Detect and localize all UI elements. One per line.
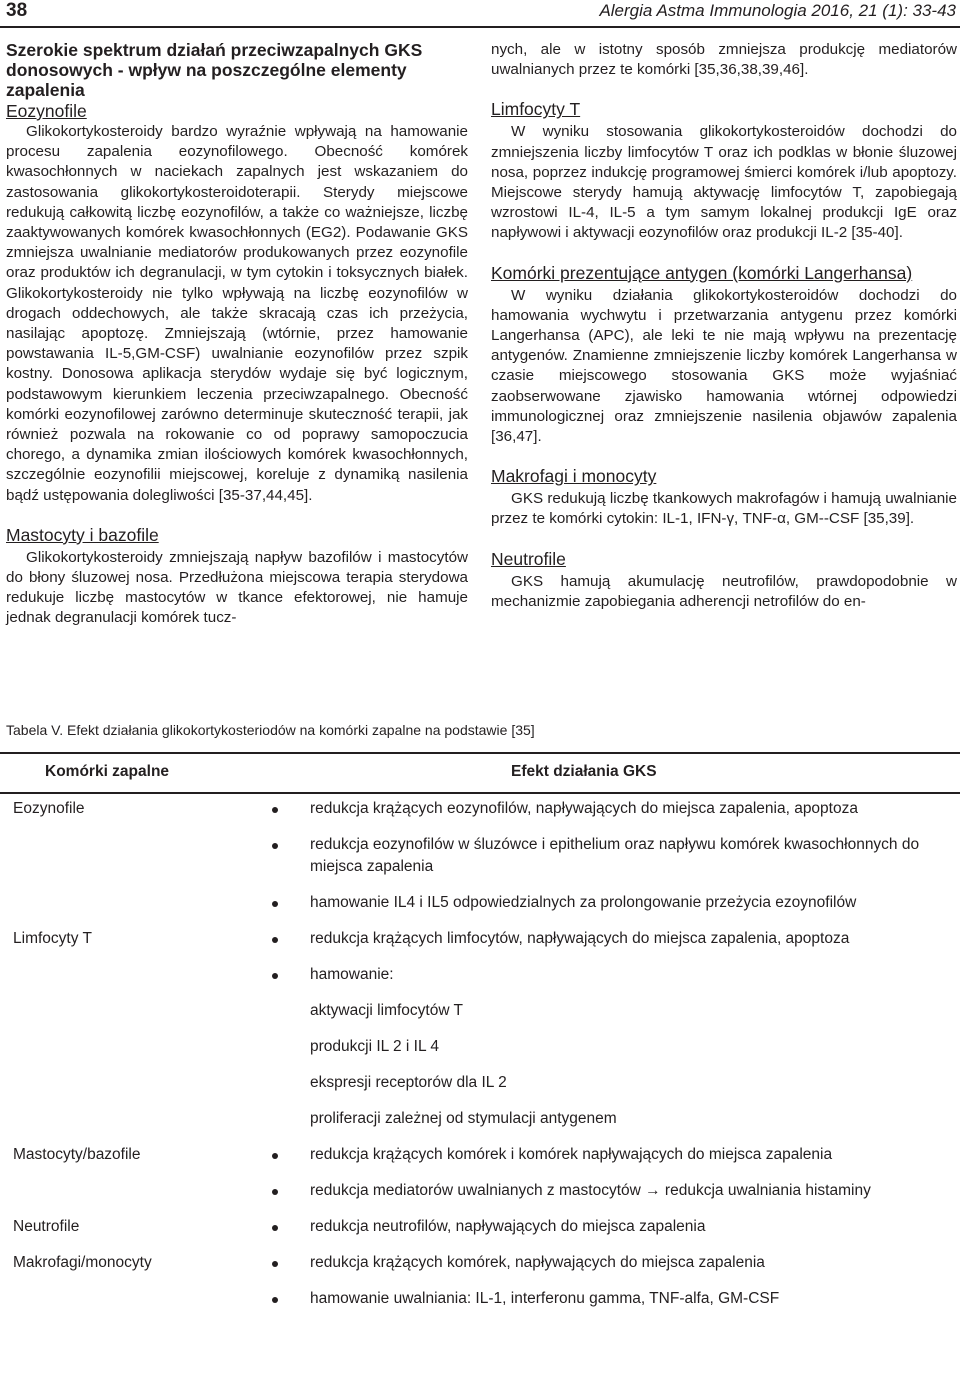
table-effect-item bbox=[0, 1288, 950, 1310]
table-cell-type: Makrofagi/monocyty bbox=[13, 1254, 152, 1271]
table-effect-text: redukcja krążących limfocytów, napływających do miejsca zapalenia, apoptoza bbox=[310, 930, 850, 947]
bullet-icon bbox=[272, 1297, 278, 1303]
heading-neutrofile: Neutrofile bbox=[491, 548, 566, 569]
bullet-icon bbox=[272, 973, 278, 979]
journal-citation: Alergia Astma Immunologia 2016, 21 (1): 33-43 bbox=[599, 1, 956, 20]
table-effect-text: hamowanie uwalniania: IL-1, interferonu gamma, TNF-alfa, GM-CSF bbox=[310, 1290, 780, 1307]
paragraph-limfocyty: W wyniku stosowania glikokortykosteroidów dochodzi do zmniejszenia liczby limfocytów T oraz ich podklas w błonie śluzowej nosa, poprzez indukcję programowej śmierci komórek i/lub apoptozy. Miejscowe sterydy hamują aktywację limfocytów T, zapobiegają wzrostowi IL-4, IL-5 a tym samym lokalnej produkcji IgE oraz napływowi i aktywacji eozynofilów oraz produkcji IL-2 [35-40]. bbox=[491, 123, 957, 242]
heading-eozynofile: Eozynofile bbox=[6, 101, 87, 121]
table-effect-item bbox=[0, 834, 950, 878]
table-effect-subitem: proliferacji zależnej od stymulacji antygenem bbox=[310, 1110, 617, 1127]
table-effect-text: redukcja krążących eozynofilów, napływających do miejsca zapalenia, apoptoza bbox=[310, 800, 858, 817]
heading-makrofagi: Makrofagi i monocyty bbox=[491, 466, 657, 487]
table-row bbox=[0, 1216, 960, 1238]
paragraph-eozynofile: Glikokortykosteroidy bardzo wyraźnie wpływają na hamowanie procesu zapalenia eozynofilowego. Obecność komórek kwasochłonnych w naciekach zapalnych jest wskazaniem do zastosowania glikokortykosteroidoterapii. Sterydy miejscowe redukują całkowitą liczbę eozynofilów, a także co ważniejsze, liczbę zaaktywowanych komórek kwasochłonnych (EG2). Podawanie GKS zmniejsza uwalnianie mediatorów produkowanych przez eozynofile oraz produktów ich degranulacji, w tym cytokin i toksycznych białek. Glikokortykosteroidy nie tylko wpływają na liczbę eozynofilów w drogach oddechowych, ale także skracają czas ich przeżycia, nasilając apoptozę. Zmniejszają (wtórnie, przez hamowanie powstawania IL-5,GM-CSF) uwalnianie eozynofilów przez szpik kostny. Donosowa aplikacja sterydów wydaje się być logicznym, podstawowym kierunkiem leczenia przeciwzapalnego. Obecność komórki eozynofilowej zarówno determinuje skuteczność terapii, jak również pozwala na rokowanie co od poprawy samopoczucia chorego, a dynamika zmian ilościowych komórek kwasochłonnych, szczególnie eozynofilii miejscowej, koreluje z dynamiką nasilenia bądź ustępowania dolegliwości [35-37,44,45]. bbox=[6, 123, 468, 504]
table-effect-text: hamowanie IL4 i IL5 odpowiedzialnych za prolongowanie przeżycia ezoynofilów bbox=[310, 894, 857, 911]
page-number: 38 bbox=[6, 0, 28, 21]
table-effect-text: redukcja mediatorów uwalnianych z mastocytów → redukcja uwalniania histaminy bbox=[310, 1182, 871, 1199]
bullet-icon bbox=[272, 937, 278, 943]
article-section-title: Szerokie spektrum działań przeciwzapalnych GKS donosowych - wpływ na poszczególne elementy zapalenia bbox=[6, 40, 423, 100]
table-cell-type: Neutrofile bbox=[13, 1218, 80, 1235]
table-top-rule bbox=[0, 752, 960, 754]
table-effect-text: redukcja neutrofilów, napływających do miejsca zapalenia bbox=[310, 1218, 706, 1235]
table-effect-item bbox=[0, 1180, 950, 1202]
table-row bbox=[0, 798, 960, 914]
left-column bbox=[6, 40, 468, 629]
right-column bbox=[491, 40, 957, 612]
header-rule bbox=[0, 26, 960, 28]
table-header-effect: Efekt działania GKS bbox=[511, 763, 657, 780]
table-effect-item bbox=[0, 1252, 950, 1274]
table-effect-item bbox=[0, 928, 950, 950]
table-header-rule bbox=[0, 792, 960, 794]
table-header-cells: Komórki zapalne bbox=[45, 763, 170, 780]
bullet-icon bbox=[272, 1225, 278, 1231]
paragraph-neutrofile: GKS hamują akumulację neutrofilów, prawdopodobnie w mechanizmie zapobiegania adherencji netrofilów do en- bbox=[491, 572, 957, 610]
table-effect-text: redukcja krążących komórek i komórek napływających do miejsca zapalenia bbox=[310, 1146, 833, 1163]
table-cell-type: Limfocyty T bbox=[13, 930, 92, 947]
table-effect-subitem: aktywacji limfocytów T bbox=[310, 1002, 464, 1019]
page-header bbox=[0, 0, 960, 24]
table-effect-item bbox=[0, 1144, 950, 1166]
bullet-icon bbox=[272, 1261, 278, 1267]
table-row bbox=[0, 1144, 960, 1202]
paragraph-mastocyty: Glikokortykosteroidy zmniejszają napływ bazofilów i mastocytów do błony śluzowej nosa. Przedłużona miejscowa terapia sterydowa redukuje liczbę mastocytów w tkance efektorowej, nie hamuje jednak degranulacji komórek tucz- bbox=[6, 548, 468, 627]
heading-limfocyty: Limfocyty T bbox=[491, 99, 581, 120]
paragraph-makrofagi: GKS redukują liczbę tkankowych makrofagów i hamują uwalnianie przez te komórki cytokin: IL-1, IFN-γ, TNF-α, GM--CSF [35,39]. bbox=[491, 490, 957, 528]
bullet-icon bbox=[272, 1153, 278, 1159]
table-cell-type: Eozynofile bbox=[13, 800, 85, 817]
table-effect-item bbox=[0, 1216, 950, 1238]
heading-apc: Komórki prezentujące antygen (komórki Langerhansa) bbox=[491, 262, 913, 283]
table-row bbox=[0, 1252, 960, 1310]
paragraph-apc: W wyniku działania glikokortykosteroidów dochodzi do hamowania wychwytu i przetwarzania antygenu przez komórki Langerhansa (APC), ale leki te nie mają wpływu na prezentację antygenów. Znamienne zmniejszenie liczby komórek Langerhansa w czasie miejscowego stosowania GKS może wyjaśniać zaobserwowane zjawisko hamowania wtórnej odpowiedzi immunologicznej oraz zmniejszenie nasilenia objawów zapalenia [36,47]. bbox=[491, 286, 957, 446]
bullet-icon bbox=[272, 901, 278, 907]
table-body bbox=[0, 798, 960, 1324]
table-effect-subitem: produkcji IL 2 i IL 4 bbox=[310, 1038, 439, 1055]
table-effect-item bbox=[0, 798, 950, 820]
bullet-icon bbox=[272, 1189, 278, 1195]
table-effect-item bbox=[0, 892, 950, 914]
table-cell-type: Mastocyty/bazofile bbox=[13, 1146, 141, 1163]
paragraph-continuation: nych, ale w istotny sposób zmniejsza produkcję mediatorów uwalnianych przez te komórki [35,36,38,39,46]. bbox=[491, 41, 957, 79]
table-caption: Tabela V. Efekt działania glikokortykosteriodów na komórki zapalne na podstawie [35] bbox=[6, 722, 535, 738]
table-effect-text: redukcja eozynofilów w śluzówce i epithelium oraz napływu komórek kwasochłonnych do miejsca zapalenia bbox=[310, 836, 920, 875]
table-effect-subitem: ekspresji receptorów dla IL 2 bbox=[310, 1074, 507, 1091]
heading-mastocyty: Mastocyty i bazofile bbox=[6, 524, 159, 545]
bullet-icon bbox=[272, 843, 278, 849]
table-row bbox=[0, 928, 960, 1130]
table-effect-item bbox=[0, 964, 950, 986]
table-effect-text: redukcja krążących komórek, napływających do miejsca zapalenia bbox=[310, 1254, 765, 1271]
table-effect-text: hamowanie: bbox=[310, 966, 394, 983]
bullet-icon bbox=[272, 807, 278, 813]
